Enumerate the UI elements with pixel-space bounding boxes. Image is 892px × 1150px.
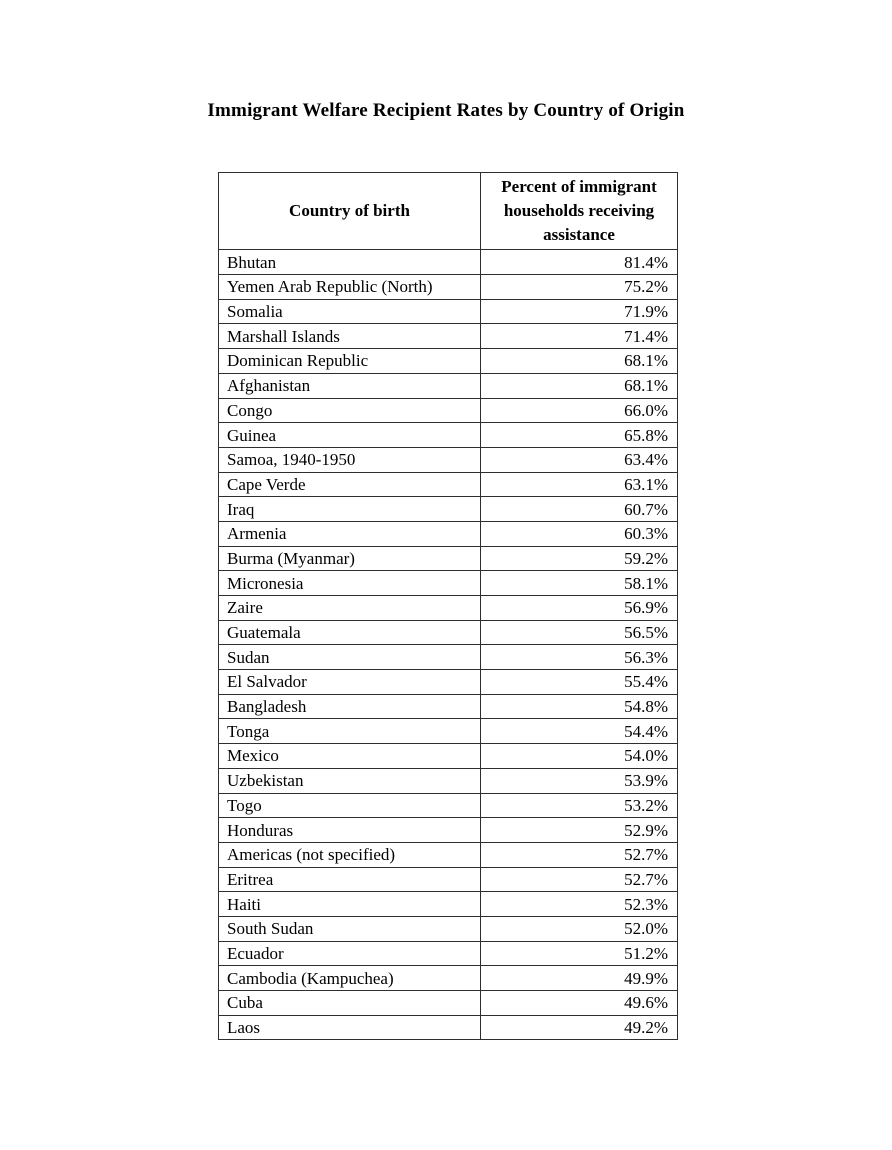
- country-cell: Honduras: [219, 818, 481, 843]
- table-row: [219, 991, 678, 1016]
- table-row: [219, 842, 678, 867]
- country-cell: Somalia: [219, 299, 481, 324]
- country-cell: Cambodia (Kampuchea): [219, 966, 481, 991]
- country-cell: Togo: [219, 793, 481, 818]
- welfare-rates-table: [218, 172, 678, 1040]
- country-cell: South Sudan: [219, 916, 481, 941]
- table-row: [219, 892, 678, 917]
- country-cell: Guatemala: [219, 620, 481, 645]
- table-row: [219, 670, 678, 695]
- percent-cell: 52.7%: [481, 867, 678, 892]
- country-cell: Eritrea: [219, 867, 481, 892]
- country-cell: Armenia: [219, 521, 481, 546]
- column-header-country-of-birth: Country of birth: [219, 173, 481, 250]
- percent-cell: 53.9%: [481, 768, 678, 793]
- table-row: [219, 423, 678, 448]
- percent-cell: 63.1%: [481, 472, 678, 497]
- percent-cell: 81.4%: [481, 250, 678, 275]
- table-row: [219, 398, 678, 423]
- table-row: [219, 299, 678, 324]
- table-row: [219, 966, 678, 991]
- percent-cell: 59.2%: [481, 546, 678, 571]
- country-cell: Cuba: [219, 991, 481, 1016]
- percent-cell: 54.4%: [481, 719, 678, 744]
- page-title: Immigrant Welfare Recipient Rates by Country of Origin: [207, 100, 685, 121]
- table-row: [219, 867, 678, 892]
- table-row: [219, 349, 678, 374]
- country-cell: Sudan: [219, 645, 481, 670]
- percent-cell: 68.1%: [481, 349, 678, 374]
- country-cell: Zaire: [219, 596, 481, 621]
- table-row: [219, 941, 678, 966]
- percent-cell: 56.5%: [481, 620, 678, 645]
- table-header: [219, 173, 678, 250]
- country-cell: Haiti: [219, 892, 481, 917]
- country-cell: Mexico: [219, 744, 481, 769]
- table-row: [219, 818, 678, 843]
- country-cell: Dominican Republic: [219, 349, 481, 374]
- percent-cell: 54.8%: [481, 694, 678, 719]
- percent-cell: 52.3%: [481, 892, 678, 917]
- table-row: [219, 521, 678, 546]
- percent-cell: 52.7%: [481, 842, 678, 867]
- country-cell: Ecuador: [219, 941, 481, 966]
- percent-cell: 75.2%: [481, 275, 678, 300]
- percent-cell: 53.2%: [481, 793, 678, 818]
- percent-cell: 49.2%: [481, 1015, 678, 1040]
- table-row: [219, 571, 678, 596]
- header-row: [219, 173, 678, 250]
- table-row: [219, 324, 678, 349]
- country-cell: Uzbekistan: [219, 768, 481, 793]
- country-cell: Afghanistan: [219, 373, 481, 398]
- percent-cell: 52.0%: [481, 916, 678, 941]
- country-cell: Burma (Myanmar): [219, 546, 481, 571]
- percent-cell: 60.7%: [481, 497, 678, 522]
- country-cell: Guinea: [219, 423, 481, 448]
- table-row: [219, 1015, 678, 1040]
- table-row: [219, 694, 678, 719]
- table-row: [219, 645, 678, 670]
- country-cell: Samoa, 1940-1950: [219, 447, 481, 472]
- table-row: [219, 719, 678, 744]
- table-row: [219, 497, 678, 522]
- table-row: [219, 472, 678, 497]
- table-row: [219, 373, 678, 398]
- country-cell: Congo: [219, 398, 481, 423]
- percent-cell: 65.8%: [481, 423, 678, 448]
- table-row: [219, 620, 678, 645]
- table-row: [219, 447, 678, 472]
- percent-cell: 56.9%: [481, 596, 678, 621]
- percent-cell: 49.9%: [481, 966, 678, 991]
- percent-cell: 68.1%: [481, 373, 678, 398]
- percent-cell: 52.9%: [481, 818, 678, 843]
- percent-cell: 71.4%: [481, 324, 678, 349]
- percent-cell: 66.0%: [481, 398, 678, 423]
- country-cell: Laos: [219, 1015, 481, 1040]
- table-row: [219, 744, 678, 769]
- country-cell: Yemen Arab Republic (North): [219, 275, 481, 300]
- table-row: [219, 546, 678, 571]
- table-row: [219, 768, 678, 793]
- country-cell: Bangladesh: [219, 694, 481, 719]
- table-row: [219, 916, 678, 941]
- percent-cell: 71.9%: [481, 299, 678, 324]
- country-cell: Tonga: [219, 719, 481, 744]
- table-body: [219, 250, 678, 1040]
- country-cell: Cape Verde: [219, 472, 481, 497]
- percent-cell: 51.2%: [481, 941, 678, 966]
- table-row: [219, 793, 678, 818]
- percent-cell: 49.6%: [481, 991, 678, 1016]
- percent-cell: 55.4%: [481, 670, 678, 695]
- country-cell: Iraq: [219, 497, 481, 522]
- table-row: [219, 596, 678, 621]
- country-cell: Marshall Islands: [219, 324, 481, 349]
- percent-cell: 60.3%: [481, 521, 678, 546]
- percent-cell: 58.1%: [481, 571, 678, 596]
- percent-cell: 54.0%: [481, 744, 678, 769]
- percent-cell: 56.3%: [481, 645, 678, 670]
- country-cell: Micronesia: [219, 571, 481, 596]
- percent-cell: 63.4%: [481, 447, 678, 472]
- country-cell: Americas (not specified): [219, 842, 481, 867]
- table-row: [219, 250, 678, 275]
- table-row: [219, 275, 678, 300]
- country-cell: Bhutan: [219, 250, 481, 275]
- country-cell: El Salvador: [219, 670, 481, 695]
- column-header-percent-assistance: Percent of immigrant households receiving assistance: [481, 173, 678, 250]
